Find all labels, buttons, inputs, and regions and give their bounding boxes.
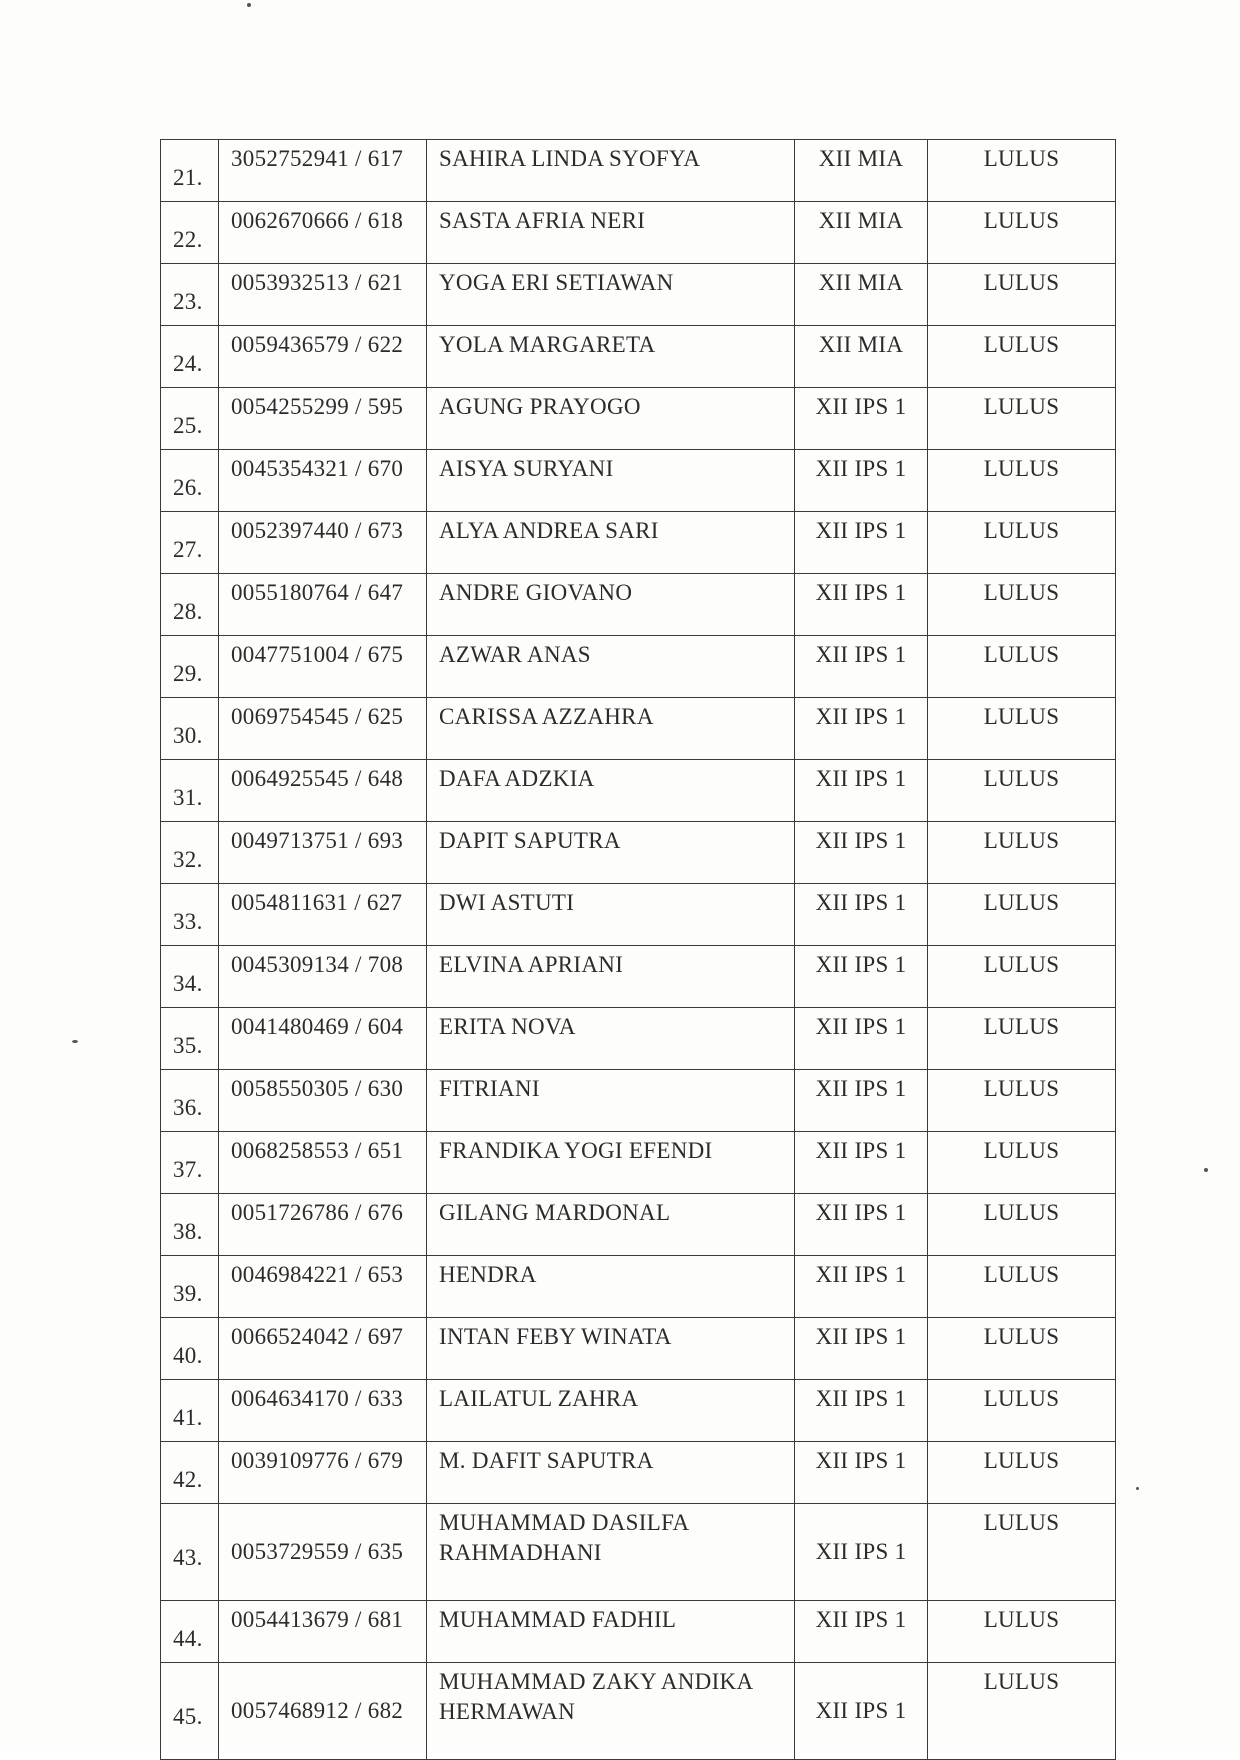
student-id: 0053729559 / 635	[219, 1504, 427, 1601]
student-name: YOLA MARGARETA	[427, 326, 795, 388]
table-row	[161, 1256, 1116, 1318]
row-number: 39.	[161, 1256, 219, 1318]
student-name: CARISSA AZZAHRA	[427, 698, 795, 760]
student-class: XII IPS 1	[795, 884, 928, 946]
student-name: HENDRA	[427, 1256, 795, 1318]
row-number: 40.	[161, 1318, 219, 1380]
student-id: 0068258553 / 651	[219, 1132, 427, 1194]
graduation-status: LULUS	[928, 1194, 1116, 1256]
row-number: 25.	[161, 388, 219, 450]
table-row	[161, 450, 1116, 512]
row-number: 32.	[161, 822, 219, 884]
student-class: XII IPS 1	[795, 1504, 928, 1601]
student-id: 0039109776 / 679	[219, 1442, 427, 1504]
student-class: XII IPS 1	[795, 1663, 928, 1760]
graduation-status: LULUS	[928, 326, 1116, 388]
graduation-status: LULUS	[928, 512, 1116, 574]
student-id: 0052397440 / 673	[219, 512, 427, 574]
graduation-status: LULUS	[928, 1008, 1116, 1070]
row-number: 34.	[161, 946, 219, 1008]
student-class: XII MIA	[795, 326, 928, 388]
table-row	[161, 140, 1116, 202]
table-row	[161, 1663, 1116, 1760]
graduation-status: LULUS	[928, 1380, 1116, 1442]
graduation-status: LULUS	[928, 1663, 1116, 1760]
table-row	[161, 636, 1116, 698]
graduation-status: LULUS	[928, 574, 1116, 636]
student-name: M. DAFIT SAPUTRA	[427, 1442, 795, 1504]
student-id: 0054413679 / 681	[219, 1601, 427, 1663]
row-number: 22.	[161, 202, 219, 264]
student-name: SASTA AFRIA NERI	[427, 202, 795, 264]
student-class: XII IPS 1	[795, 822, 928, 884]
table-row	[161, 1008, 1116, 1070]
table-row	[161, 760, 1116, 822]
student-id: 0045354321 / 670	[219, 450, 427, 512]
graduation-status: LULUS	[928, 698, 1116, 760]
table-row	[161, 1194, 1116, 1256]
student-id: 0049713751 / 693	[219, 822, 427, 884]
student-name: FRANDIKA YOGI EFENDI	[427, 1132, 795, 1194]
student-class: XII MIA	[795, 264, 928, 326]
row-number: 44.	[161, 1601, 219, 1663]
row-number: 41.	[161, 1380, 219, 1442]
table-row	[161, 326, 1116, 388]
student-id: 0064925545 / 648	[219, 760, 427, 822]
student-name: ANDRE GIOVANO	[427, 574, 795, 636]
graduation-status: LULUS	[928, 822, 1116, 884]
student-class: XII IPS 1	[795, 1194, 928, 1256]
row-number: 28.	[161, 574, 219, 636]
student-id: 0069754545 / 625	[219, 698, 427, 760]
student-name: LAILATUL ZAHRA	[427, 1380, 795, 1442]
graduation-status: LULUS	[928, 264, 1116, 326]
student-class: XII IPS 1	[795, 946, 928, 1008]
graduation-status: LULUS	[928, 1256, 1116, 1318]
student-class: XII IPS 1	[795, 450, 928, 512]
table-row	[161, 884, 1116, 946]
student-class: XII MIA	[795, 202, 928, 264]
table-row	[161, 1318, 1116, 1380]
table-row	[161, 264, 1116, 326]
graduation-status: LULUS	[928, 760, 1116, 822]
student-id: 0051726786 / 676	[219, 1194, 427, 1256]
row-number: 23.	[161, 264, 219, 326]
student-name: MUHAMMAD DASILFA RAHMADHANI	[427, 1504, 795, 1601]
student-id: 0066524042 / 697	[219, 1318, 427, 1380]
student-name: ERITA NOVA	[427, 1008, 795, 1070]
student-class: XII IPS 1	[795, 1008, 928, 1070]
student-name: GILANG MARDONAL	[427, 1194, 795, 1256]
scan-speck	[247, 3, 251, 7]
student-name: DWI ASTUTI	[427, 884, 795, 946]
student-id: 0062670666 / 618	[219, 202, 427, 264]
row-number: 26.	[161, 450, 219, 512]
graduation-status: LULUS	[928, 388, 1116, 450]
row-number: 33.	[161, 884, 219, 946]
table-row	[161, 1601, 1116, 1663]
student-class: XII IPS 1	[795, 1601, 928, 1663]
graduation-status: LULUS	[928, 1601, 1116, 1663]
table-row	[161, 388, 1116, 450]
student-name: YOGA ERI SETIAWAN	[427, 264, 795, 326]
table-row	[161, 1132, 1116, 1194]
student-id: 0054255299 / 595	[219, 388, 427, 450]
row-number: 35.	[161, 1008, 219, 1070]
scan-speck	[72, 1040, 78, 1043]
student-class: XII IPS 1	[795, 388, 928, 450]
table-row	[161, 698, 1116, 760]
table-row	[161, 1442, 1116, 1504]
graduation-status: LULUS	[928, 636, 1116, 698]
row-number: 27.	[161, 512, 219, 574]
table-row	[161, 822, 1116, 884]
student-id: 0046984221 / 653	[219, 1256, 427, 1318]
student-class: XII IPS 1	[795, 1132, 928, 1194]
student-name: MUHAMMAD ZAKY ANDIKA HERMAWAN	[427, 1663, 795, 1760]
student-class: XII IPS 1	[795, 1318, 928, 1380]
row-number: 21.	[161, 140, 219, 202]
table-row	[161, 512, 1116, 574]
table-row	[161, 946, 1116, 1008]
row-number: 24.	[161, 326, 219, 388]
student-id: 0055180764 / 647	[219, 574, 427, 636]
student-name: DAFA ADZKIA	[427, 760, 795, 822]
student-name: ELVINA APRIANI	[427, 946, 795, 1008]
student-name: AZWAR ANAS	[427, 636, 795, 698]
table-row	[161, 1070, 1116, 1132]
graduation-status: LULUS	[928, 884, 1116, 946]
student-id: 0041480469 / 604	[219, 1008, 427, 1070]
row-number: 45.	[161, 1663, 219, 1760]
student-class: XII IPS 1	[795, 512, 928, 574]
graduation-status: LULUS	[928, 1070, 1116, 1132]
graduation-results-table	[160, 139, 1116, 1760]
student-id: 0059436579 / 622	[219, 326, 427, 388]
student-class: XII MIA	[795, 140, 928, 202]
student-id: 0047751004 / 675	[219, 636, 427, 698]
table-row	[161, 1380, 1116, 1442]
student-id: 3052752941 / 617	[219, 140, 427, 202]
graduation-status: LULUS	[928, 450, 1116, 512]
graduation-status: LULUS	[928, 140, 1116, 202]
student-name: DAPIT SAPUTRA	[427, 822, 795, 884]
row-number: 29.	[161, 636, 219, 698]
student-class: XII IPS 1	[795, 760, 928, 822]
table-row	[161, 1504, 1116, 1601]
student-id: 0064634170 / 633	[219, 1380, 427, 1442]
row-number: 31.	[161, 760, 219, 822]
row-number: 30.	[161, 698, 219, 760]
student-id: 0057468912 / 682	[219, 1663, 427, 1760]
student-class: XII IPS 1	[795, 1070, 928, 1132]
student-class: XII IPS 1	[795, 1442, 928, 1504]
student-name: AISYA SURYANI	[427, 450, 795, 512]
row-number: 43.	[161, 1504, 219, 1601]
student-name: FITRIANI	[427, 1070, 795, 1132]
scan-speck	[1136, 1487, 1139, 1490]
row-number: 36.	[161, 1070, 219, 1132]
scan-speck	[1204, 1168, 1208, 1172]
student-name: AGUNG PRAYOGO	[427, 388, 795, 450]
student-class: XII IPS 1	[795, 574, 928, 636]
graduation-status: LULUS	[928, 1132, 1116, 1194]
graduation-status: LULUS	[928, 1504, 1116, 1601]
row-number: 37.	[161, 1132, 219, 1194]
student-class: XII IPS 1	[795, 698, 928, 760]
student-class: XII IPS 1	[795, 1380, 928, 1442]
student-name: INTAN FEBY WINATA	[427, 1318, 795, 1380]
graduation-status: LULUS	[928, 946, 1116, 1008]
student-id: 0045309134 / 708	[219, 946, 427, 1008]
table-row	[161, 574, 1116, 636]
student-name: ALYA ANDREA SARI	[427, 512, 795, 574]
student-id: 0054811631 / 627	[219, 884, 427, 946]
student-class: XII IPS 1	[795, 1256, 928, 1318]
row-number: 42.	[161, 1442, 219, 1504]
student-id: 0058550305 / 630	[219, 1070, 427, 1132]
student-name: MUHAMMAD FADHIL	[427, 1601, 795, 1663]
student-class: XII IPS 1	[795, 636, 928, 698]
table-row	[161, 202, 1116, 264]
student-name: SAHIRA LINDA SYOFYA	[427, 140, 795, 202]
graduation-status: LULUS	[928, 1318, 1116, 1380]
graduation-status: LULUS	[928, 202, 1116, 264]
graduation-status: LULUS	[928, 1442, 1116, 1504]
row-number: 38.	[161, 1194, 219, 1256]
student-id: 0053932513 / 621	[219, 264, 427, 326]
